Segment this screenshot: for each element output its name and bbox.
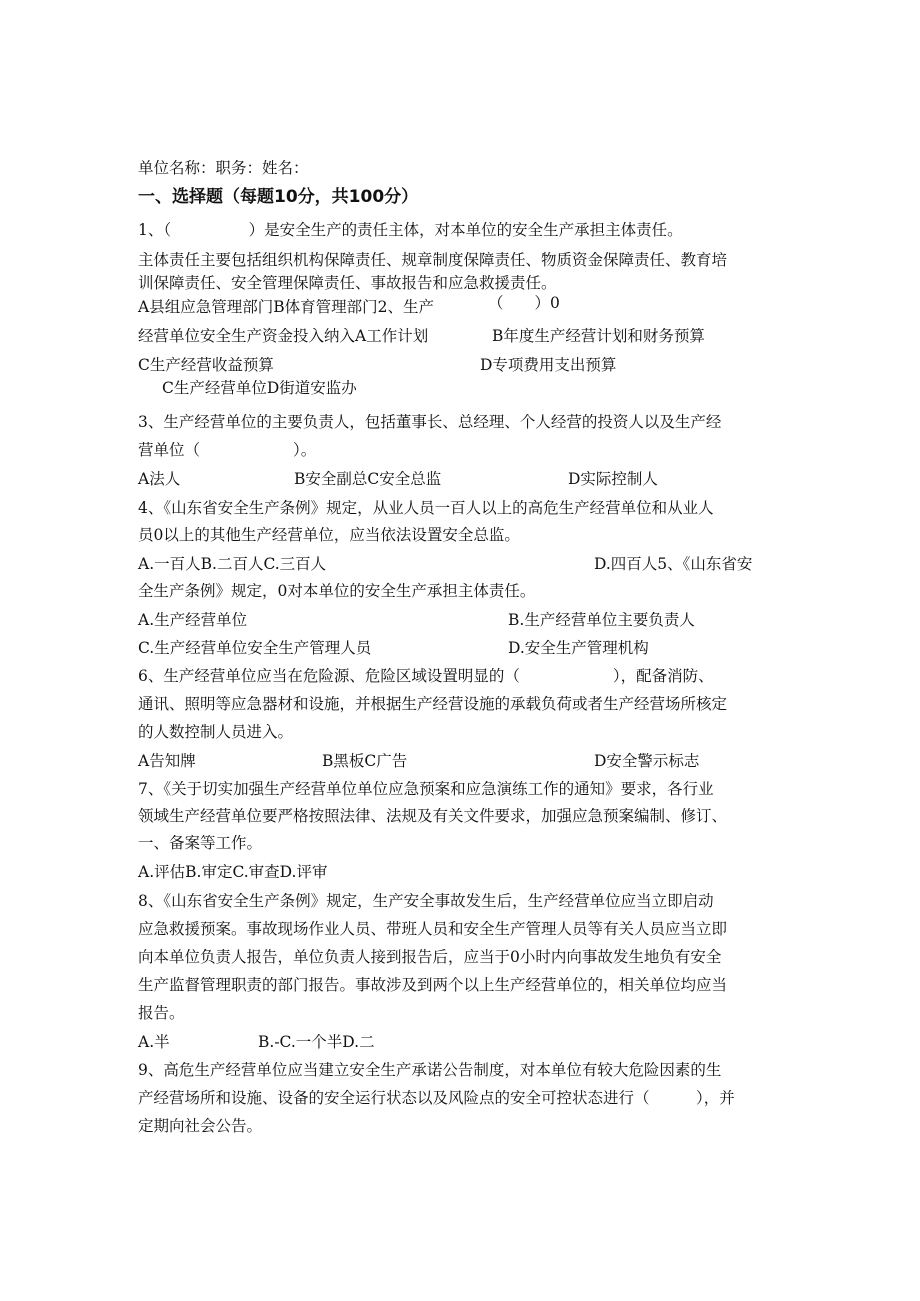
q7-stem-1: 7、《关于切实加强生产经营单位单位应急预案和应急演练工作的通知》要求，各行业 [138, 780, 714, 798]
q1-options-a: A县组应急管理部门B体育管理部门2、生产 [138, 298, 434, 316]
q1-note-1: 主体责任主要包括组织机构保障责任、规章制度保障责任、物质资金保障责任、教育培 [138, 251, 728, 269]
q3-option-a: A法人 [138, 470, 181, 488]
q2-line-a: 经营单位安全生产资金投入纳入A工作计划 [138, 327, 429, 345]
q5-stem: 全生产条例》规定，0对本单位的安全生产承担主体责任。 [138, 582, 536, 600]
q7-options: A.评估B.审定C.审查D.评审 [138, 863, 328, 881]
q1-options-cd: C生产经营单位D街道安监办 [162, 379, 357, 397]
q9-stem-2: 产经营场所和设施、设备的安全运行状态以及风险点的安全可控状态进行（ ），并 [138, 1089, 735, 1107]
section-title: 一、选择题（每题10分，共100分） [138, 187, 419, 207]
q6-stem-3: 的人数控制人员进入。 [138, 723, 294, 741]
q8-stem-2: 应急救援预案。事故现场作业人员、带班人员和安全生产管理人员等有关人员应当立即 [138, 920, 728, 938]
q2-line-b: B年度生产经营计划和财务预算 [492, 327, 705, 345]
q2-option-c: C生产经营收益预算 [138, 356, 274, 374]
q6-stem-1: 6、生产经营单位应当在危险源、危险区域设置明显的（ ），配备消防、 [138, 667, 714, 685]
q9-stem-1: 9、高危生产经营单位应当建立安全生产承诺公告制度，对本单位有较大危险因素的生 [138, 1061, 722, 1079]
q5-option-d: D.安全生产管理机构 [508, 639, 649, 657]
q1-note-2: 训保障责任、安全管理保障责任、事故报告和应急救援责任。 [138, 274, 557, 292]
q3-stem-2: 营单位（ ）。 [138, 441, 317, 459]
q6-option-bc: B黑板C广告 [322, 752, 408, 770]
q8-stem-4: 生产监督管理职责的部门报告。事故涉及到两个以上生产经营单位的，相关单位均应当 [138, 976, 728, 994]
q5-option-a: A.生产经营单位 [138, 611, 248, 629]
q3-stem-1: 3、生产经营单位的主要负责人，包括董事长、总经理、个人经营的投资人以及生产经 [138, 413, 722, 431]
q6-option-a: A告知牌 [138, 752, 196, 770]
q5-option-c: C.生产经营单位安全生产管理人员 [138, 639, 372, 657]
q8-stem-1: 8、《山东省安全生产条例》规定，生产安全事故发生后，生产经营单位应当立即启动 [138, 892, 714, 910]
q8-option-a: A.半 [138, 1033, 170, 1051]
q7-stem-3: 一、备案等工作。 [138, 834, 263, 852]
q1-stem: 1、（ ）是安全生产的责任主体，对本单位的安全生产承担主体责任。 [138, 221, 683, 239]
q9-stem-3: 定期向社会公告。 [138, 1117, 263, 1135]
q8-stem-5: 报告。 [138, 1004, 185, 1022]
q8-stem-3: 向本单位负责人报告，单位负责人接到报告后，应当于0小时内向事故发生地负有安全 [138, 948, 722, 966]
q4-option-abc: A.一百人B.二百人C.三百人 [138, 555, 327, 573]
q8-option-bcd: B.-C.一个半D.二 [258, 1033, 375, 1051]
q5-option-b: B.生产经营单位主要负责人 [508, 611, 695, 629]
q6-stem-2: 通讯、照明等应急器材和设施，并根据生产经营设施的承载负荷或者生产经营场所核定 [138, 695, 728, 713]
q3-option-d: D实际控制人 [568, 470, 658, 488]
q2-blank: （ ）0 [488, 294, 560, 312]
info-line: 单位名称：职务：姓名： [138, 159, 309, 177]
q4-stem-1: 4、《山东省安全生产条例》规定，从业人员一百人以上的高危生产经营单位和从业人 [138, 499, 714, 517]
q6-option-d: D安全警示标志 [594, 752, 700, 770]
q4-option-d: D.四百人5、《山东省安 [594, 555, 753, 573]
q2-option-d: D专项费用支出预算 [480, 356, 617, 374]
q4-stem-2: 员0以上的其他生产经营单位，应当依法设置安全总监。 [138, 526, 520, 544]
q7-stem-2: 领域生产经营单位要严格按照法律、法规及有关文件要求，加强应急预案编制、修订、 [138, 807, 728, 825]
q3-option-bc: B安全副总C安全总监 [294, 470, 442, 488]
